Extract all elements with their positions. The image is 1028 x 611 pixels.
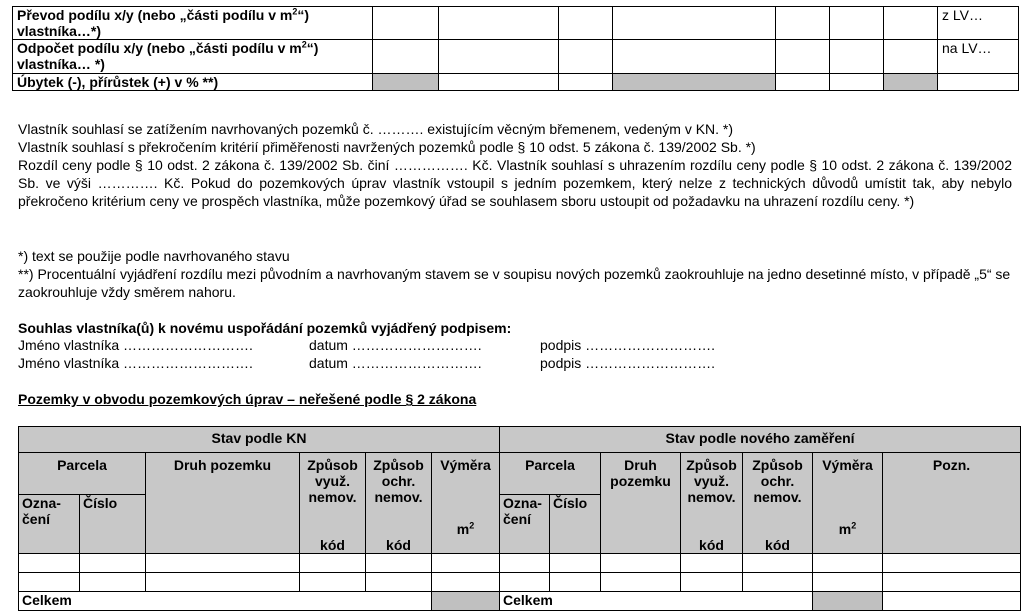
total-row xyxy=(19,592,1021,611)
lv-note: na LV… xyxy=(938,40,1019,74)
footnote-2: **) Procentuální vyjádření rozdílu mezi původním a navrhovaným stavem se v soupisu nových pozemků zaokrouhluje na jedno desetinné místo, v případě „5“ se zaokrouhluje vždy směrem nahoru. xyxy=(18,266,1011,300)
owner-name-field[interactable]: Jméno vlastníka ………………………. xyxy=(18,355,253,371)
encumbrance-text: Vlastník souhlasí se zatížením navrhovaných pozemků č. ………. existujícím věcným břemenem, vedeným v KN. *) xyxy=(18,121,734,137)
parcela-header: Parcela xyxy=(500,453,601,495)
parcels-table xyxy=(18,426,1021,611)
cislo-header: Číslo xyxy=(550,494,601,553)
deduction-row xyxy=(13,40,1019,74)
signature-row xyxy=(18,336,818,354)
parcela-header: Parcela xyxy=(19,453,146,495)
signature-field[interactable]: podpis ………………………. xyxy=(540,337,716,353)
total-label: Celkem xyxy=(19,592,432,611)
zpusob-vyuz-header: Způsob využ. nemov. kód xyxy=(300,453,366,554)
date-field[interactable]: datum ………………………. xyxy=(309,355,482,371)
change-label: Úbytek (-), přírůstek (+) v % **) xyxy=(13,74,373,91)
deduction-label: Odpočet podílu x/y (nebo „části podílu v $m^2“$) vlastníka… *) xyxy=(13,40,373,74)
signature-row xyxy=(18,354,818,372)
footnote-1: *) text se použije podle navrhovaného stavu xyxy=(18,248,290,264)
consent-heading: Souhlas vlastníka(ů) k novému uspořádání pozemků vyjádřený podpisem: xyxy=(18,320,512,336)
transfer-row xyxy=(13,7,1019,40)
vymera-header: Výměra $m^2$ xyxy=(432,453,500,554)
price-difference-text: Rozdíl ceny podle § 10 odst. 2 zákona č. 139/2002 Sb. činí ……………. Kč. Vlastník souhlasí s uhrazením rozdílu ceny podle § 10 odst. 2 zákona č. 139/2002 Sb. ve výši …………. Kč. Pokud do pozemkových úprav vlastník vstoupil s jedním pozemkem, který nelze z technických důvodů umístit tak, aby nebylo překročeno kritérium ceny ve prospěch vlastníka, může pozemkový úřad se souhlasem sboru ustoupit od požadavku na uhrazení rozdílu ceny. *) xyxy=(18,157,1012,209)
table-row xyxy=(19,573,1021,592)
date-field[interactable]: datum ………………………. xyxy=(309,337,482,353)
druh-pozemku-header: Druh pozemku xyxy=(146,453,300,554)
owner-name-field[interactable]: Jméno vlastníka ………………………. xyxy=(18,337,253,353)
section-title: Pozemky v obvodu pozemkových úprav – neřešené podle § 2 zákona xyxy=(18,391,477,407)
transfer-label: Převod podílu x/y (nebo „části podílu v $m^2“$) vlastníka…*) xyxy=(13,7,373,40)
oznaceni-header: Ozna-čení xyxy=(500,494,550,553)
criteria-text: Vlastník souhlasí s překročením kritérií přiměřenosti navržených pozemků podle § 10 odst. 5 zákona č. 139/2002 Sb. *) xyxy=(18,139,756,155)
zpusob-ochr-header: Způsob ochr. nemov. kód xyxy=(743,453,813,554)
change-row xyxy=(13,74,1019,91)
druh-pozemku-header: Druh pozemku xyxy=(601,453,681,554)
table-row xyxy=(19,554,1021,573)
zpusob-ochr-header: Způsob ochr. nemov. kód xyxy=(366,453,432,554)
oznaceni-header: Ozna-čení xyxy=(19,494,80,553)
signature-field[interactable]: podpis ………………………. xyxy=(540,355,716,371)
transfer-table xyxy=(12,6,1019,91)
group-kn-header: Stav podle KN xyxy=(19,427,500,453)
cislo-header: Číslo xyxy=(80,494,146,553)
pozn-header: Pozn. xyxy=(883,453,1021,554)
vymera-header: Výměra $m^2$ xyxy=(813,453,883,554)
group-survey-header: Stav podle nového zaměření xyxy=(500,427,1021,453)
total-label: Celkem xyxy=(500,592,813,611)
zpusob-vyuz-header: Způsob využ. nemov. kód xyxy=(681,453,743,554)
lv-note: z LV… xyxy=(938,7,1019,40)
